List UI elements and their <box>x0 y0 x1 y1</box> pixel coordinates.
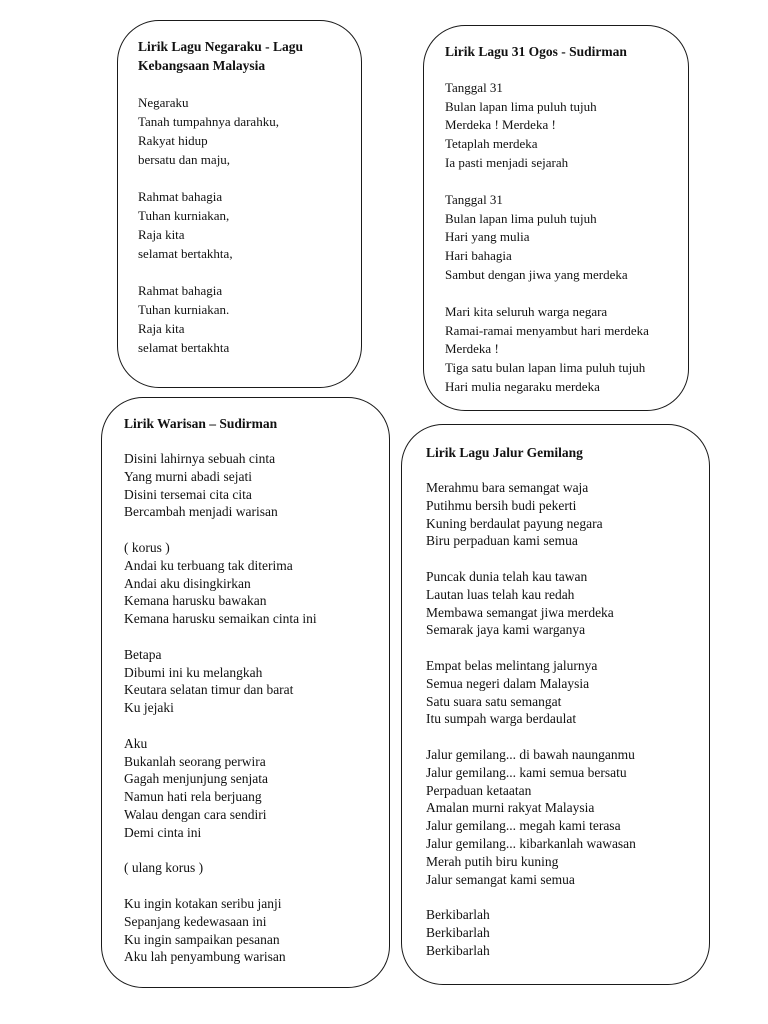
lyric-line: bersatu dan maju, <box>138 152 231 167</box>
lyric-line: Rahmat bahagia <box>138 283 223 298</box>
lyric-line: Merdeka ! <box>445 341 499 357</box>
stanza <box>445 191 674 285</box>
lyric-line: Betapa <box>124 646 162 662</box>
lyric-line: Hari yang mulia <box>445 229 530 245</box>
card-title: Lirik Lagu Negaraku - Lagu Kebangsaan Malaysia <box>138 39 304 73</box>
lyric-line: Aku lah penyambung warisan <box>124 949 286 965</box>
lyric-line: Negaraku <box>138 95 189 110</box>
lyric-line: Rahmat bahagia <box>138 189 223 204</box>
lyric-line: Andai aku disingkirkan <box>124 575 251 591</box>
lyric-line: Ku jejaki <box>124 700 174 716</box>
lyric-line: Hari mulia negaraku merdeka <box>445 378 600 394</box>
lyric-line: selamat bertakhta <box>138 340 230 355</box>
card-title: Lirik Lagu Jalur Gemilang <box>426 445 583 460</box>
stanza <box>138 187 343 263</box>
lyric-line: Demi cinta ini <box>124 824 202 840</box>
lyric-line: Tanggal 31 <box>445 192 503 208</box>
stanza <box>445 79 674 173</box>
lyric-line: Kemana harusku semaikan cinta ini <box>124 611 317 627</box>
lyric-line: Biru perpaduan kami semua <box>426 533 578 549</box>
stanza <box>124 859 379 877</box>
lyric-card-jalur-gemilang <box>401 424 710 985</box>
lyric-card-warisan <box>101 397 390 988</box>
lyric-line: Itu sumpah warga berdaulat <box>426 711 577 727</box>
lyric-line: Satu suara satu semangat <box>426 693 562 709</box>
lyrics-body <box>124 450 379 966</box>
lyric-line: Semarak jaya kami warganya <box>426 622 586 638</box>
stanza <box>426 568 699 639</box>
lyric-card-negaraku <box>117 20 362 388</box>
lyric-line: Berkibarlah <box>426 942 490 958</box>
lyric-line: Berkibarlah <box>426 907 490 923</box>
lyric-line: Ku ingin sampaikan pesanan <box>124 931 280 947</box>
lyrics-body <box>445 79 674 397</box>
lyric-line: Sambut dengan jiwa yang merdeka <box>445 266 628 282</box>
lyric-line: Dibumi ini ku melangkah <box>124 664 263 680</box>
lyric-line: Tuhan kurniakan, <box>138 208 230 223</box>
lyric-line: Ramai-ramai menyambut hari merdeka <box>445 322 649 338</box>
stanza <box>426 906 699 959</box>
lyric-line: Amalan murni rakyat Malaysia <box>426 800 595 816</box>
lyric-line: Tiga satu bulan lapan lima puluh tujuh <box>445 360 646 376</box>
stanza <box>426 479 699 550</box>
stanza <box>138 93 343 169</box>
stanza <box>426 657 699 728</box>
lyric-line: Raja kita <box>138 227 185 242</box>
card-title: Lirik Lagu 31 Ogos - Sudirman <box>445 44 627 59</box>
card-title: Lirik Warisan – Sudirman <box>124 416 278 431</box>
lyrics-body <box>138 93 343 357</box>
lyric-line: Tanah tumpahnya darahku, <box>138 114 279 129</box>
lyric-line: Merdeka ! Merdeka ! <box>445 117 556 133</box>
lyric-line: Keutara selatan timur dan barat <box>124 682 294 698</box>
lyric-line: Jalur gemilang... di bawah naunganmu <box>426 746 635 762</box>
stanza <box>124 895 379 966</box>
lyric-line: Empat belas melintang jalurnya <box>426 657 598 673</box>
lyric-line: Andai ku terbuang tak diterima <box>124 557 293 573</box>
lyric-line: Disini lahirnya sebuah cinta <box>124 451 276 466</box>
lyric-line: Kuning berdaulat payung negara <box>426 515 603 531</box>
lyric-line: Yang murni abadi sejati <box>124 468 252 484</box>
lyric-line: ( korus ) <box>124 539 170 555</box>
stanza <box>124 539 379 628</box>
lyric-line: Raja kita <box>138 321 185 336</box>
lyric-line: Jalur gemilang... megah kami terasa <box>426 818 621 834</box>
stanza <box>124 646 379 717</box>
lyric-line: Aku <box>124 735 148 751</box>
lyric-line: Gagah menjunjung senjata <box>124 771 268 787</box>
lyric-line: Berkibarlah <box>426 924 490 940</box>
lyric-line: Bulan lapan lima puluh tujuh <box>445 98 597 114</box>
stanza <box>426 746 699 888</box>
lyric-line: Hari bahagia <box>445 248 512 264</box>
lyric-line: Ku ingin kotakan seribu janji <box>124 895 282 911</box>
lyric-line: Putihmu bersih budi pekerti <box>426 497 577 513</box>
lyric-line: Membawa semangat jiwa merdeka <box>426 604 614 620</box>
lyric-card-31-ogos <box>423 25 689 411</box>
lyric-line: Perpaduan ketaatan <box>426 782 532 798</box>
stanza <box>445 303 674 397</box>
lyric-line: Mari kita seluruh warga negara <box>445 304 608 320</box>
lyric-line: Merah putih biru kuning <box>426 853 559 869</box>
lyric-line: Bukanlah seorang perwira <box>124 753 266 769</box>
lyric-line: selamat bertakhta, <box>138 246 233 261</box>
lyric-line: Kemana harusku bawakan <box>124 593 267 609</box>
lyric-line: Bulan lapan lima puluh tujuh <box>445 210 597 226</box>
lyric-line: Ia pasti menjadi sejarah <box>445 154 569 170</box>
lyric-line: Puncak dunia telah kau tawan <box>426 568 588 584</box>
lyric-line: Jalur semangat kami semua <box>426 871 575 887</box>
lyric-line: Namun hati rela berjuang <box>124 789 262 805</box>
lyric-line: ( ulang korus ) <box>124 860 204 876</box>
stanza <box>124 735 379 842</box>
lyric-line: Tetaplah merdeka <box>445 136 538 152</box>
lyrics-body <box>426 479 699 960</box>
lyric-line: Tuhan kurniakan. <box>138 302 230 317</box>
lyric-line: Disini tersemai cita cita <box>124 486 252 502</box>
lyric-line: Semua negeri dalam Malaysia <box>426 675 590 691</box>
lyric-line: Sepanjang kedewasaan ini <box>124 913 267 929</box>
lyric-line: Bercambah menjadi warisan <box>124 504 278 520</box>
lyric-line: Jalur gemilang... kami semua bersatu <box>426 764 627 780</box>
stanza <box>124 450 379 521</box>
lyric-line: Lautan luas telah kau redah <box>426 586 575 602</box>
lyric-line: Jalur gemilang... kibarkanlah wawasan <box>426 835 636 851</box>
lyric-line: Rakyat hidup <box>138 133 208 148</box>
lyric-line: Walau dengan cara sendiri <box>124 806 267 822</box>
stanza <box>138 281 343 357</box>
lyric-line: Merahmu bara semangat waja <box>426 480 589 495</box>
lyric-line: Tanggal 31 <box>445 80 503 95</box>
